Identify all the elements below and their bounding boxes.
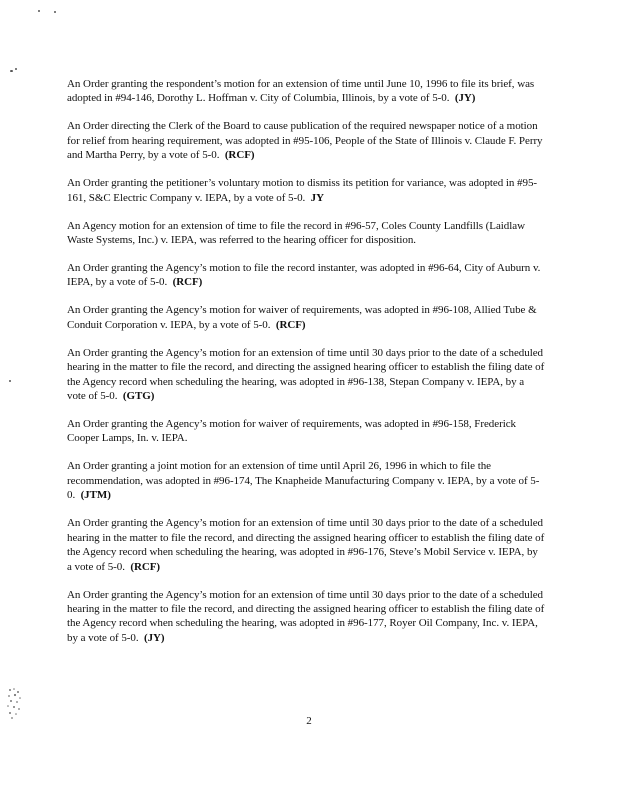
order-entry bbox=[67, 261, 545, 290]
order-entry bbox=[67, 346, 545, 404]
order-entry bbox=[67, 417, 545, 446]
entry-initials: (RCF) bbox=[172, 276, 203, 289]
entry-initials: (RCF) bbox=[224, 149, 255, 162]
entry-initials: (GTG) bbox=[122, 390, 155, 403]
entry-text: An Order granting the Agency’s motion for waiver of requirements, was adopted in #96-108, Allied Tube & Conduit Corporation v. IEPA, by a vote of 5-0. bbox=[67, 304, 537, 331]
entry-text: An Order granting the Agency’s motion for an extension of time until 30 days prior to the date of a scheduled hearing in the matter to file the record, and directing the assigned hearing officer to establish the filing date of the Agency record when scheduling the hearing, was adopted in #96-138, Stepan Company v. IEPA, by a vote of 5-0. bbox=[67, 346, 545, 403]
page-number: 2 bbox=[306, 715, 312, 727]
scan-speck bbox=[38, 10, 40, 12]
order-entries bbox=[67, 77, 545, 659]
scan-speck bbox=[9, 380, 11, 382]
entry-initials: (JTM) bbox=[80, 489, 111, 502]
scan-speck bbox=[54, 11, 56, 13]
scan-speck bbox=[10, 70, 13, 72]
entry-initials: (RCF) bbox=[275, 318, 306, 331]
entry-initials: JY bbox=[310, 191, 325, 204]
scan-speck bbox=[15, 68, 17, 70]
entry-text: An Order granting the Agency’s motion for waiver of requirements, was adopted in #96-158, Frederick Cooper Lamps, In. v. IEPA. bbox=[67, 418, 516, 445]
entry-initials: (JY) bbox=[143, 631, 165, 644]
entry-initials: (JY) bbox=[454, 92, 476, 105]
order-entry bbox=[67, 516, 545, 574]
entry-text: An Order granting the Agency’s motion for an extension of time until 30 days prior to the date of a scheduled hearing in the matter to file the record, and directing the assigned hearing officer to establish the filing date of the Agency record when scheduling the hearing, was adopted in #96-176, Steve’s Mobil Service v. IEPA, by a vote of 5-0. bbox=[67, 517, 545, 573]
entry-text: An Order directing the Clerk of the Board to cause publication of the required newspaper notice of a motion for relief from hearing requirement, was adopted in #95-106, People of the State of Illinois v. Claude F. Perry and Martha Perry, by a vote of 5-0. bbox=[67, 120, 543, 162]
order-entry bbox=[67, 77, 545, 106]
entry-text: An Order granting the Agency’s motion to file the record instanter, was adopted in #96-64, City of Auburn v. IEPA, by a vote of 5-0. bbox=[67, 262, 541, 289]
order-entry bbox=[67, 459, 545, 502]
entry-text: An Order granting the Agency’s motion for an extension of time until 30 days prior to the date of a scheduled hearing in the matter to file the record, and directing the assigned hearing officer to establish the filing date of the Agency record when scheduling the hearing, was adopted in #96-177, Royer Oil Company, Inc. v. IEPA, by a vote of 5-0. bbox=[67, 588, 545, 644]
entry-text: An Agency motion for an extension of time to file the record in #96-57, Coles County Landfills (Laidlaw Waste Systems, Inc.) v. IEPA, was referred to the hearing officer for disposition. bbox=[67, 219, 525, 247]
entry-text: An Order granting the respondent’s motion for an extension of time until June 10, 1996 to file its brief, was adopted in #94-146, Dorothy L. Hoffman v. City of Columbia, Illinois, by a vote of 5-0. bbox=[67, 78, 535, 105]
entry-text: An Order granting a joint motion for an extension of time until April 26, 1996 in which to file the recommendation, was adopted in #96-174, The Knapheide Manufacturing Company v. IEPA, by a vote of 5-0. bbox=[67, 460, 540, 502]
order-entry bbox=[67, 303, 545, 332]
order-entry bbox=[67, 588, 545, 646]
order-entry bbox=[67, 219, 545, 248]
entry-initials: (RCF) bbox=[130, 560, 161, 573]
order-entry bbox=[67, 119, 545, 162]
entry-text: An Order granting the petitioner’s voluntary motion to dismiss its petition for variance, was adopted in #95-161, S&C Electric Company v. IEPA, by a vote of 5-0. bbox=[67, 177, 538, 204]
order-entry bbox=[67, 176, 545, 205]
